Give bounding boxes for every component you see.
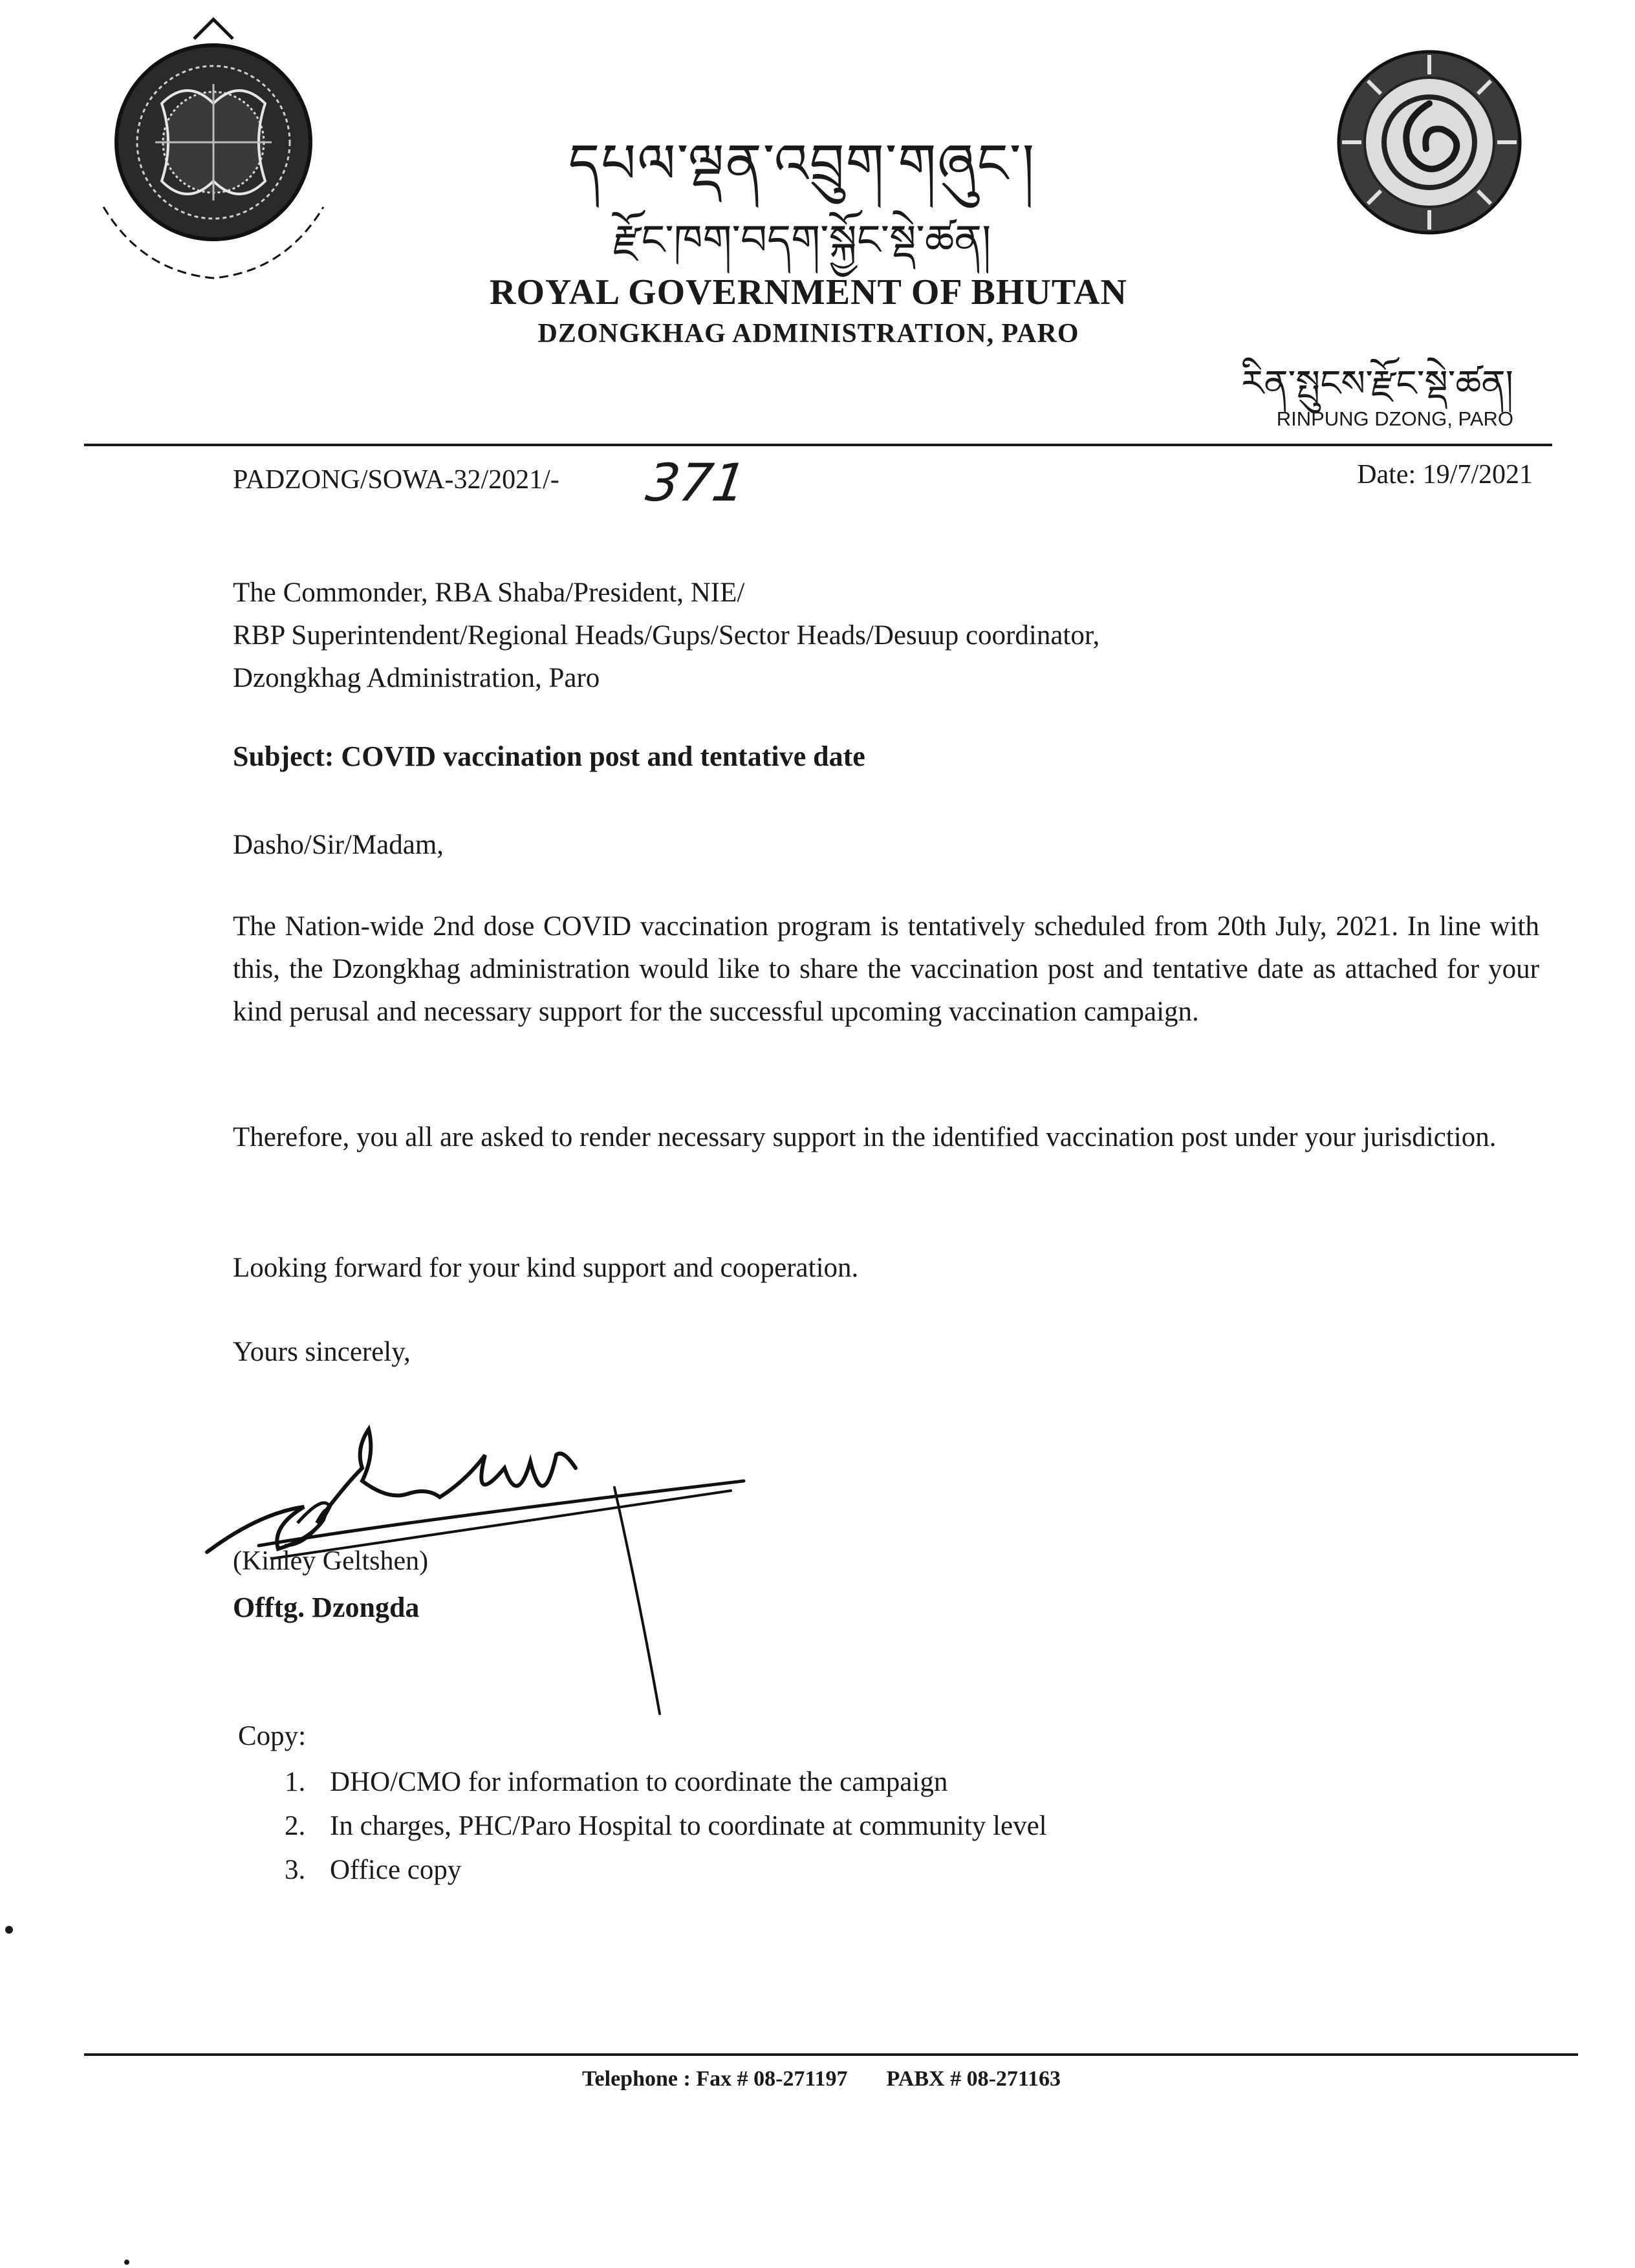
dzongkhag-seal-logo [1332, 45, 1526, 239]
letter-date: Date: 19/7/2021 [1357, 460, 1533, 490]
list-item [285, 1760, 1047, 1804]
salutation: Dasho/Sir/Madam, [233, 830, 444, 860]
scan-speck [124, 2260, 129, 2265]
list-text: DHO/CMO for information to coordinate the campaign [330, 1767, 948, 1797]
copy-list [285, 1760, 1047, 1892]
royal-emblem-logo [65, 13, 362, 297]
address-line: Dzongkhag Administration, Paro [233, 663, 600, 693]
footer-contact [582, 2067, 1229, 2091]
body-paragraph-2: Therefore, you all are asked to render necessary support in the identified vaccination post under your jurisdiction. [233, 1122, 1497, 1152]
list-number: 2. [285, 1811, 306, 1841]
recipient-address [233, 572, 1539, 700]
list-item [285, 1804, 1047, 1848]
list-number: 3. [285, 1855, 306, 1885]
copy-heading: Copy: [238, 1721, 307, 1751]
address-line: The Commonder, RBA Shaba/President, NIE/ [233, 578, 745, 608]
telephone-fax: Telephone : Fax # 08-271197 [582, 2067, 848, 2091]
tibetan-heading-royal-government: དཔལ་ལྡན་འབྲུག་གཞུང་། [568, 135, 1036, 195]
reference-number: PADZONG/SOWA-32/2021/- [233, 465, 559, 495]
location-label: RINPUNG DZONG, PARO [1276, 407, 1513, 430]
tibetan-heading-dzongkhag-administration: རྫོང་ཁག་བདག་སྐྱོང་སྡེ་ཚན། [612, 217, 991, 263]
list-number: 1. [285, 1767, 306, 1797]
header-divider [84, 444, 1552, 446]
scan-speck [5, 1926, 13, 1934]
body-paragraph-1: The Nation-wide 2nd dose COVID vaccination program is tentatively scheduled from 20th July, 2021. In line with this, the Dzongkhag administration would like to share the vaccination post and tentative date as attached for your kind perusal and necessary support for the successful upcoming vaccination campaign. [233, 911, 1539, 1027]
footer-divider [84, 2053, 1578, 2056]
body-paragraph-3: Looking forward for your kind support and cooperation. [233, 1253, 859, 1283]
list-item [285, 1848, 1047, 1892]
administration-subtitle: DZONGKHAG ADMINISTRATION, PARO [537, 319, 1079, 349]
government-title: ROYAL GOVERNMENT OF BHUTAN [490, 272, 1127, 312]
letter-subject: Subject: COVID vaccination post and tentative date [233, 740, 865, 772]
list-text: In charges, PHC/Paro Hospital to coordinate at community level [330, 1811, 1047, 1841]
handwritten-reference-number: 371 [642, 453, 750, 513]
pabx-number: PABX # 08-271163 [886, 2067, 1061, 2091]
list-text: Office copy [330, 1855, 462, 1885]
closing: Yours sincerely, [233, 1337, 411, 1367]
address-line: RBP Superintendent/Regional Heads/Gups/Sector Heads/Desuup coordinator, [233, 620, 1100, 651]
tibetan-location: རིན་སྤུངས་རྫོང་སྡེ་ཚན། [1241, 364, 1513, 404]
signatory-title: Offtg. Dzongda [233, 1592, 420, 1623]
signatory-name: (Kinley Geltshen) [233, 1546, 429, 1576]
